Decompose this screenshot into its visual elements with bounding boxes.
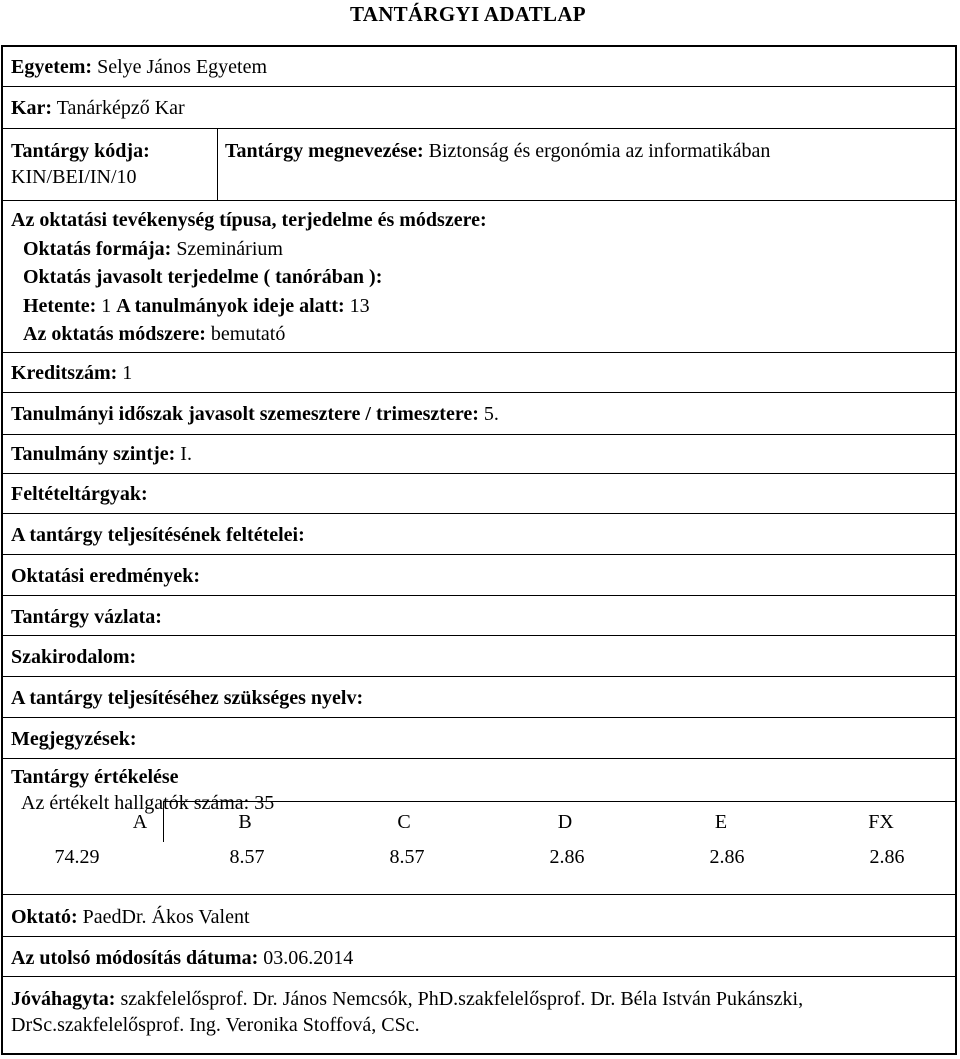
level-row <box>3 435 955 474</box>
method-value: bemutató <box>210 323 286 345</box>
outline-label: Tantárgy vázlata: <box>11 606 162 628</box>
evaluation-heading: Tantárgy értékelése <box>11 766 179 788</box>
activity-heading: Az oktatási tevékenység típusa, terjedelme és módszere: <box>11 209 487 231</box>
literature-row <box>3 636 955 677</box>
last-modified-value: 03.06.2014 <box>263 947 354 969</box>
scope-label: Oktatás javasolt terjedelme ( tanórában ): <box>23 266 383 288</box>
document-title: TANTÁRGYI ADATLAP <box>350 2 586 26</box>
language-row <box>3 677 955 718</box>
grade-value-d: 2.86 <box>549 846 585 868</box>
form-value: Szeminárium <box>176 237 283 260</box>
form-label: Oktatás formája: <box>23 237 172 260</box>
students-label: Az értékelt hallgatók száma: <box>21 792 250 814</box>
grade-value-b: 8.57 <box>229 846 265 868</box>
course-name-value: Biztonság és ergonómia az informatikában <box>428 140 771 162</box>
evaluation-row <box>3 759 955 895</box>
notes-row <box>3 718 955 759</box>
lecturer-row <box>3 895 955 937</box>
faculty-label: Kar: <box>11 97 53 119</box>
weekly-label: Hetente: <box>23 294 97 317</box>
total-label: A tanulmányok ideje alatt: <box>116 294 345 317</box>
grade-header-a: A <box>132 811 148 833</box>
weekly-value: 1 <box>101 294 112 317</box>
grade-value-a: 74.29 <box>54 846 100 868</box>
approval-row <box>3 977 955 1055</box>
grade-value-c: 8.57 <box>389 846 425 868</box>
notes-label: Megjegyzések: <box>11 728 137 750</box>
activity-row <box>3 201 955 353</box>
semester-label: Tanulmányi időszak javasolt szemesztere / trimesztere: <box>11 403 479 425</box>
prerequisites-label: Feltételtárgyak: <box>11 483 148 505</box>
faculty-value: Tanárképző Kar <box>56 97 185 119</box>
course-data-sheet <box>1 45 957 1055</box>
course-code-label: Tantárgy kódja: <box>11 140 150 162</box>
approved-value-line2: DrSc.szakfelelősprof. Ing. Veronika Stoffová, CSc. <box>11 1014 420 1036</box>
university-row <box>3 47 955 87</box>
completion-label: A tantárgy teljesítésének feltételei: <box>11 524 305 546</box>
grade-header-table <box>132 801 955 842</box>
semester-value: 5. <box>483 403 499 425</box>
total-value: 13 <box>349 294 370 317</box>
course-name-label: Tantárgy megnevezése: <box>225 140 424 162</box>
course-name-cell <box>218 129 955 200</box>
semester-row <box>3 393 955 435</box>
university-value: Selye János Egyetem <box>97 56 268 78</box>
grade-value-e: 2.86 <box>709 846 745 868</box>
approved-value-line1: szakfelelősprof. Dr. János Nemcsók, PhD.szakfelelősprof. Dr. Béla István Pukánszki, <box>120 988 804 1010</box>
grade-value-fx: 2.86 <box>869 846 905 868</box>
faculty-row <box>3 87 955 129</box>
university-label: Egyetem: <box>11 56 93 78</box>
lecturer-label: Oktató: <box>11 906 78 928</box>
grade-header-b: B <box>238 811 252 833</box>
last-modified-row <box>3 937 955 977</box>
outcomes-row <box>3 555 955 596</box>
grade-header-d: D <box>557 811 573 833</box>
students-value: 35 <box>254 792 275 814</box>
level-label: Tanulmány szintje: <box>11 443 176 465</box>
outline-row <box>3 596 955 636</box>
method-label: Az oktatás módszere: <box>23 323 206 345</box>
literature-label: Szakirodalom: <box>11 646 137 668</box>
last-modified-label: Az utolsó módosítás dátuma: <box>11 947 259 969</box>
credits-row <box>3 353 955 393</box>
grade-header-fx: FX <box>868 811 894 833</box>
outcomes-label: Oktatási eredmények: <box>11 565 201 587</box>
course-code-value: KIN/BEI/IN/10 <box>11 166 137 188</box>
language-label: A tantárgy teljesítéséhez szükséges nyelv: <box>11 687 364 709</box>
credits-label: Kreditszám: <box>11 362 118 384</box>
grade-percentages <box>17 842 955 872</box>
level-value: I. <box>180 443 192 465</box>
course-id-row <box>3 129 955 201</box>
completion-row <box>3 514 955 555</box>
lecturer-value: PaedDr. Ákos Valent <box>82 906 250 928</box>
course-code-cell <box>3 129 218 200</box>
credits-value: 1 <box>122 362 133 384</box>
approved-label: Jóváhagyta: <box>11 988 116 1010</box>
grade-header-c: C <box>397 811 411 833</box>
grade-header-e: E <box>714 811 728 833</box>
prerequisites-row <box>3 474 955 514</box>
